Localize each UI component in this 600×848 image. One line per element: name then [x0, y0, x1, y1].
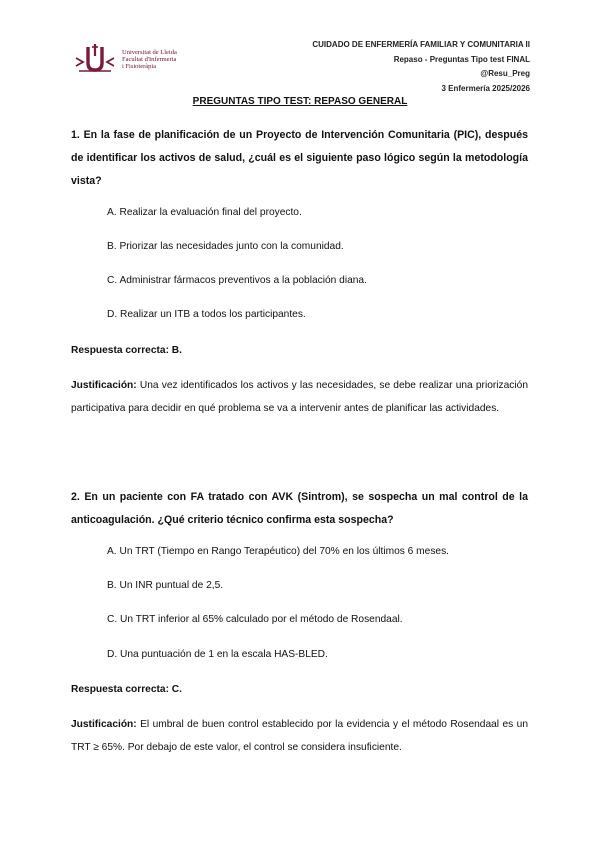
- header-handle: @Resu_Preg: [480, 69, 530, 78]
- question-2-answer: Respuesta correcta: C.: [71, 684, 182, 695]
- university-crest-icon: [74, 43, 120, 77]
- justification-text: El umbral de buen control establecido por la evidencia y el método Rosendaal es un TRT ≥ 65%. Por debajo de este valor, el control se considera insuficiente.: [71, 719, 528, 753]
- university-logo: [74, 43, 184, 77]
- question-1-text: 1. En la fase de planificación de un Proyecto de Intervención Comunitaria (PIC), después de identificar los activos de salud, ¿cuál es el siguiente paso lógico según la metodología vista?: [71, 129, 528, 187]
- page-title: PREGUNTAS TIPO TEST: REPASO GENERAL: [192, 96, 408, 107]
- question-2-option-c: C. Un TRT inferior al 65% calculado por el método de Rosendaal.: [107, 614, 403, 625]
- question-1-option-a: A. Realizar la evaluación final del proyecto.: [107, 207, 302, 218]
- logo-line-2: Facultat d'Infermeria: [122, 56, 177, 63]
- question-1-option-d: D. Realizar un ITB a todos los participantes.: [107, 309, 306, 320]
- header-course: CUIDADO DE ENFERMERÍA FAMILIAR Y COMUNITARIA II: [312, 40, 530, 49]
- question-2-justification: [71, 713, 528, 759]
- document-header: [312, 38, 530, 96]
- question-2-text: 2. En un paciente con FA tratado con AVK (Sintrom), se sospecha un mal control de la anticoagulación. ¿Qué criterio técnico confirma esta sospecha?: [71, 491, 528, 526]
- logo-text: [122, 49, 177, 70]
- question-1-answer: Respuesta correcta: B.: [71, 345, 182, 356]
- logo-line-1: Universitat de Lleida: [122, 49, 177, 56]
- justification-label: Justificación:: [71, 719, 137, 730]
- justification-text: Una vez identificados los activos y las necesidades, se debe realizar una priorización participativa para decidir en qué problema se va a intervenir antes de planificar las actividades.: [71, 380, 528, 414]
- header-year: 3 Enfermería 2025/2026: [441, 83, 530, 93]
- question-2-option-d: D. Una puntuación de 1 en la escala HAS-BLED.: [107, 649, 328, 660]
- question-2-option-b: B. Un INR puntual de 2,5.: [107, 580, 224, 591]
- question-1-option-c: C. Administrar fármacos preventivos a la población diana.: [107, 275, 367, 286]
- question-1-option-b: B. Priorizar las necesidades junto con la comunidad.: [107, 241, 344, 252]
- logo-line-3: i Fisioteràpia: [122, 63, 157, 70]
- header-subtitle: Repaso - Preguntas Tipo test FINAL: [393, 54, 530, 64]
- justification-label: Justificación:: [71, 380, 137, 391]
- question-1-justification: [71, 374, 528, 420]
- question-2-option-a: A. Un TRT (Tiempo en Rango Terapéutico) del 70% en los últimos 6 meses.: [107, 546, 450, 557]
